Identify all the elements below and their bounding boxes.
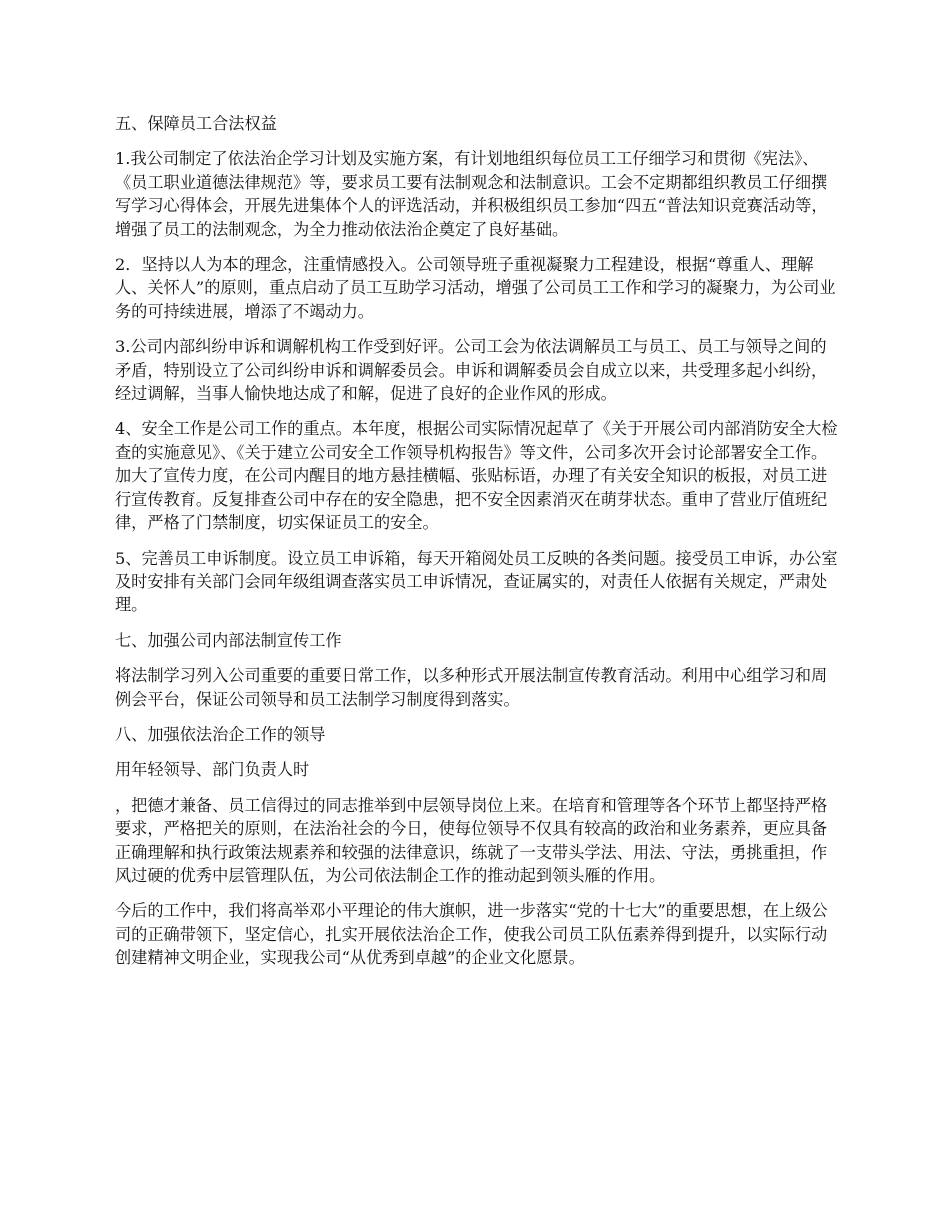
paragraph-conclusion: 今后的工作中，我们将高举邓小平理论的伟大旗帜，进一步落实“党的十七大”的重要思想，在上级公司的正确带领下，坚定信心，扎实开展依法治企工作，使我公司员工队伍素养得到提升，以实际行动创建精神文明企业，实现我公司“从优秀到卓越”的企业文化愿景。 [115, 901, 828, 968]
paragraph-item-1: 1.我公司制定了依法治企学习计划及实施方案，有计划地组织每位员工工仔细学习和贯彻《宪法》、《员工职业道德法律规范》等，要求员工要有法制观念和法制意识。工会不定期都组织教员工仔细撰写学习心得体会，开展先进集体个人的评选活动，并积极组织员工参加“四五“普法知识竞赛活动等，增强了员工的法制观念，为全力推动依法治企奠定了良好基础。 [115, 149, 828, 239]
paragraph-leadership: ，把德才兼备、员工信得过的同志推举到中层领导岗位上来。在培育和管理等各个环节上都坚持严格要求，严格把关的原则，在法治社会的今日，使每位领导不仅具有较高的政治和业务素养，更应具备正确理解和执行政策法规素养和较强的法律意识，练就了一支带头学法、用法、守法，勇挑重担，作风过硬的优秀中层管理队伍，为公司依法制企工作的推动起到领头雁的作用。 [115, 795, 828, 885]
paragraph-item-2: 2．坚持以人为本的理念，注重情感投入。公司领导班子重视凝聚力工程建设，根据“尊重人、理解人、关怀人”的原则，重点启动了员工互助学习活动，增强了公司员工工作和学习的凝聚力，为公司业务的可持续进展，增添了不竭动力。 [115, 255, 836, 321]
paragraph-fragment: 用年轻领导、部门负责人时 [115, 760, 310, 780]
paragraph-item-4: 4、安全工作是公司工作的重点。本年度，根据公司实际情况起草了《关于开展公司内部消防安全大检查的实施意见》、《关于建立公司安全工作领导机构报告》等文件，公司多次开会讨论部署安全工作。加大了宣传力度，在公司内醒目的地方悬挂横幅、张贴标语，办理了有关安全知识的板报，对员工进行宣传教育。反复排查公司中存在的安全隐患，把不安全因素消灭在萌芽状态。重申了营业厅值班纪律，严格了门禁制度，切实保证员工的安全。 [115, 419, 838, 533]
document-body [115, 112, 840, 970]
paragraph-item-5: 5、完善员工申诉制度。设立员工申诉箱，每天开箱阅处员工反映的各类问题。接受员工申诉，办公室及时安排有关部门会同年级组调查落实员工申诉情况，查证属实的，对责任人依据有关规定，严肃处理。 [115, 548, 838, 615]
paragraph-legal-publicity: 将法制学习列入公司重要的重要日常工作，以多种形式开展法制宣传教育活动。利用中心组学习和周例会平台，保证公司领导和员工法制学习制度得到落实。 [115, 666, 828, 709]
paragraph-item-3: 3.公司内部纠纷申诉和调解机构工作受到好评。公司工会为依法调解员工与员工、员工与领导之间的矛盾，特别设立了公司纠纷申诉和调解委员会。申诉和调解委员会自成立以来，共受理多起小纠纷，经过调解，当事人愉快地达成了和解，促进了良好的企业作风的形成。 [115, 337, 828, 404]
section-heading-8: 八、加强依法治企工作的领导 [115, 724, 326, 744]
section-heading-5: 五、保障员工合法权益 [115, 114, 277, 133]
section-heading-7: 七、加强公司内部法制宣传工作 [115, 630, 342, 650]
